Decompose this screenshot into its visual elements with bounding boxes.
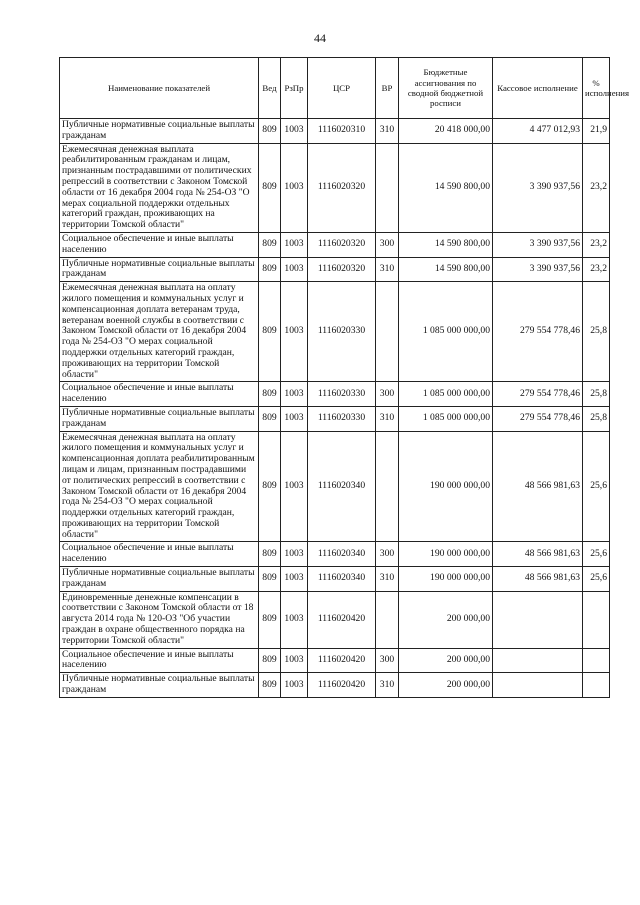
header-rzpr: РзПр xyxy=(281,58,308,119)
row-percent: 25,8 xyxy=(583,282,610,382)
row-name: Социальное обеспечение и иные выплаты населению xyxy=(60,542,259,567)
row-rzpr: 1003 xyxy=(281,431,308,542)
row-name: Ежемесячная денежная выплата реабилитированным гражданам и лицам, признанным пострадавшими от политических репрессий в соответствии с Законом Томской области от 16 декабря 2004 года № 254-ОЗ "О мерах социальной поддержки отдельных категорий граждан, проживающих на территории Томской области" xyxy=(60,143,259,232)
row-csr: 1116020330 xyxy=(308,282,376,382)
row-vr: 300 xyxy=(376,232,399,257)
table-row xyxy=(60,567,610,592)
row-rzpr: 1003 xyxy=(281,119,308,144)
row-percent: 23,2 xyxy=(583,257,610,282)
row-rzpr: 1003 xyxy=(281,143,308,232)
row-percent: 23,2 xyxy=(583,143,610,232)
row-budget: 190 000 000,00 xyxy=(399,542,493,567)
header-percent: % исполнения xyxy=(583,58,610,119)
row-vr xyxy=(376,591,399,648)
row-percent: 25,8 xyxy=(583,406,610,431)
row-budget: 200 000,00 xyxy=(399,648,493,673)
row-cash: 279 554 778,46 xyxy=(493,406,583,431)
row-rzpr: 1003 xyxy=(281,673,308,698)
row-budget: 1 085 000 000,00 xyxy=(399,382,493,407)
budget-execution-table xyxy=(59,57,630,698)
table-row xyxy=(60,257,610,282)
row-csr: 1116020420 xyxy=(308,648,376,673)
row-percent xyxy=(583,673,610,698)
row-vr: 300 xyxy=(376,648,399,673)
row-csr: 1116020320 xyxy=(308,232,376,257)
row-cash: 48 566 981,63 xyxy=(493,567,583,592)
row-ved: 809 xyxy=(259,542,281,567)
row-ved: 809 xyxy=(259,648,281,673)
row-rzpr: 1003 xyxy=(281,567,308,592)
row-cash: 3 390 937,56 xyxy=(493,232,583,257)
row-csr: 1116020330 xyxy=(308,406,376,431)
table-row xyxy=(60,143,610,232)
row-ved: 809 xyxy=(259,232,281,257)
row-name: Публичные нормативные социальные выплаты гражданам xyxy=(60,673,259,698)
row-ved: 809 xyxy=(259,431,281,542)
row-percent xyxy=(583,591,610,648)
table-row xyxy=(60,648,610,673)
row-budget: 14 590 800,00 xyxy=(399,143,493,232)
row-ved: 809 xyxy=(259,567,281,592)
row-csr: 1116020420 xyxy=(308,673,376,698)
row-percent: 25,8 xyxy=(583,382,610,407)
table-row xyxy=(60,282,610,382)
row-rzpr: 1003 xyxy=(281,542,308,567)
row-name: Социальное обеспечение и иные выплаты населению xyxy=(60,382,259,407)
row-budget: 20 418 000,00 xyxy=(399,119,493,144)
header-vr: ВР xyxy=(376,58,399,119)
row-rzpr: 1003 xyxy=(281,282,308,382)
row-percent: 25,6 xyxy=(583,542,610,567)
row-csr: 1116020320 xyxy=(308,257,376,282)
row-budget: 200 000,00 xyxy=(399,591,493,648)
row-csr: 1116020340 xyxy=(308,431,376,542)
row-vr: 310 xyxy=(376,406,399,431)
row-csr: 1116020340 xyxy=(308,567,376,592)
row-name: Ежемесячная денежная выплата на оплату жилого помещения и коммунальных услуг и компенсационная доплата реабилитированным лицам и лицам, признанным пострадавшими от политических репрессий в соответствии с Законом Томской области от 16 декабря 2004 года № 254-ОЗ "О мерах социальной поддержки отдельных категорий граждан, проживающих на территории Томской области" xyxy=(60,431,259,542)
row-name: Ежемесячная денежная выплата на оплату жилого помещения и коммунальных услуг и компенсационная доплата ветеранам труда, ветеранам военной службы в соответствии с Законом Томской области от 16 декабря 2004 года № 254-ОЗ "О мерах социальной поддержки отдельных категорий граждан, проживающих на территории Томской области" xyxy=(60,282,259,382)
row-rzpr: 1003 xyxy=(281,648,308,673)
row-vr: 300 xyxy=(376,382,399,407)
header-cash: Кассовое исполнение xyxy=(493,58,583,119)
row-budget: 190 000 000,00 xyxy=(399,431,493,542)
row-ved: 809 xyxy=(259,673,281,698)
table-header-row xyxy=(60,58,610,119)
row-rzpr: 1003 xyxy=(281,591,308,648)
row-name: Публичные нормативные социальные выплаты гражданам xyxy=(60,406,259,431)
row-budget: 14 590 800,00 xyxy=(399,232,493,257)
row-ved: 809 xyxy=(259,591,281,648)
row-budget: 14 590 800,00 xyxy=(399,257,493,282)
row-cash: 4 477 012,93 xyxy=(493,119,583,144)
table-row xyxy=(60,119,610,144)
row-ved: 809 xyxy=(259,382,281,407)
table-row xyxy=(60,591,610,648)
row-csr: 1116020420 xyxy=(308,591,376,648)
header-ved: Вед xyxy=(259,58,281,119)
table-row xyxy=(60,406,610,431)
table-row xyxy=(60,542,610,567)
row-csr: 1116020340 xyxy=(308,542,376,567)
table-row xyxy=(60,431,610,542)
row-cash xyxy=(493,648,583,673)
row-ved: 809 xyxy=(259,282,281,382)
header-csr: ЦСР xyxy=(308,58,376,119)
row-csr: 1116020320 xyxy=(308,143,376,232)
row-percent: 21,9 xyxy=(583,119,610,144)
row-rzpr: 1003 xyxy=(281,257,308,282)
row-percent: 23,2 xyxy=(583,232,610,257)
table-row xyxy=(60,232,610,257)
row-vr xyxy=(376,282,399,382)
row-ved: 809 xyxy=(259,406,281,431)
row-cash: 3 390 937,56 xyxy=(493,257,583,282)
row-cash: 3 390 937,56 xyxy=(493,143,583,232)
row-budget: 1 085 000 000,00 xyxy=(399,282,493,382)
header-name: Наименование показателей xyxy=(60,58,259,119)
row-cash: 48 566 981,63 xyxy=(493,542,583,567)
row-vr: 310 xyxy=(376,119,399,144)
header-budget: Бюджетные ассигнования по сводной бюджетной росписи xyxy=(399,58,493,119)
row-cash: 48 566 981,63 xyxy=(493,431,583,542)
row-budget: 190 000 000,00 xyxy=(399,567,493,592)
row-name: Единовременные денежные компенсации в соответствии с Законом Томской области от 18 августа 2014 года № 120-ОЗ "Об участии граждан в охране общественного порядка на территории Томской области" xyxy=(60,591,259,648)
row-cash: 279 554 778,46 xyxy=(493,382,583,407)
row-percent xyxy=(583,648,610,673)
row-name: Публичные нормативные социальные выплаты гражданам xyxy=(60,567,259,592)
row-name: Публичные нормативные социальные выплаты гражданам xyxy=(60,119,259,144)
row-csr: 1116020310 xyxy=(308,119,376,144)
row-percent: 25,6 xyxy=(583,567,610,592)
row-csr: 1116020330 xyxy=(308,382,376,407)
row-ved: 809 xyxy=(259,119,281,144)
row-vr: 310 xyxy=(376,673,399,698)
row-budget: 200 000,00 xyxy=(399,673,493,698)
row-percent: 25,6 xyxy=(583,431,610,542)
table-row xyxy=(60,382,610,407)
row-name: Социальное обеспечение и иные выплаты населению xyxy=(60,232,259,257)
row-vr: 310 xyxy=(376,567,399,592)
row-cash: 279 554 778,46 xyxy=(493,282,583,382)
page-number: 44 xyxy=(314,31,326,45)
row-rzpr: 1003 xyxy=(281,232,308,257)
row-ved: 809 xyxy=(259,143,281,232)
row-budget: 1 085 000 000,00 xyxy=(399,406,493,431)
row-cash xyxy=(493,591,583,648)
row-vr xyxy=(376,143,399,232)
row-ved: 809 xyxy=(259,257,281,282)
row-name: Публичные нормативные социальные выплаты гражданам xyxy=(60,257,259,282)
row-vr: 300 xyxy=(376,542,399,567)
row-vr xyxy=(376,431,399,542)
row-rzpr: 1003 xyxy=(281,382,308,407)
row-name: Социальное обеспечение и иные выплаты населению xyxy=(60,648,259,673)
row-cash xyxy=(493,673,583,698)
table-row xyxy=(60,673,610,698)
row-rzpr: 1003 xyxy=(281,406,308,431)
row-vr: 310 xyxy=(376,257,399,282)
